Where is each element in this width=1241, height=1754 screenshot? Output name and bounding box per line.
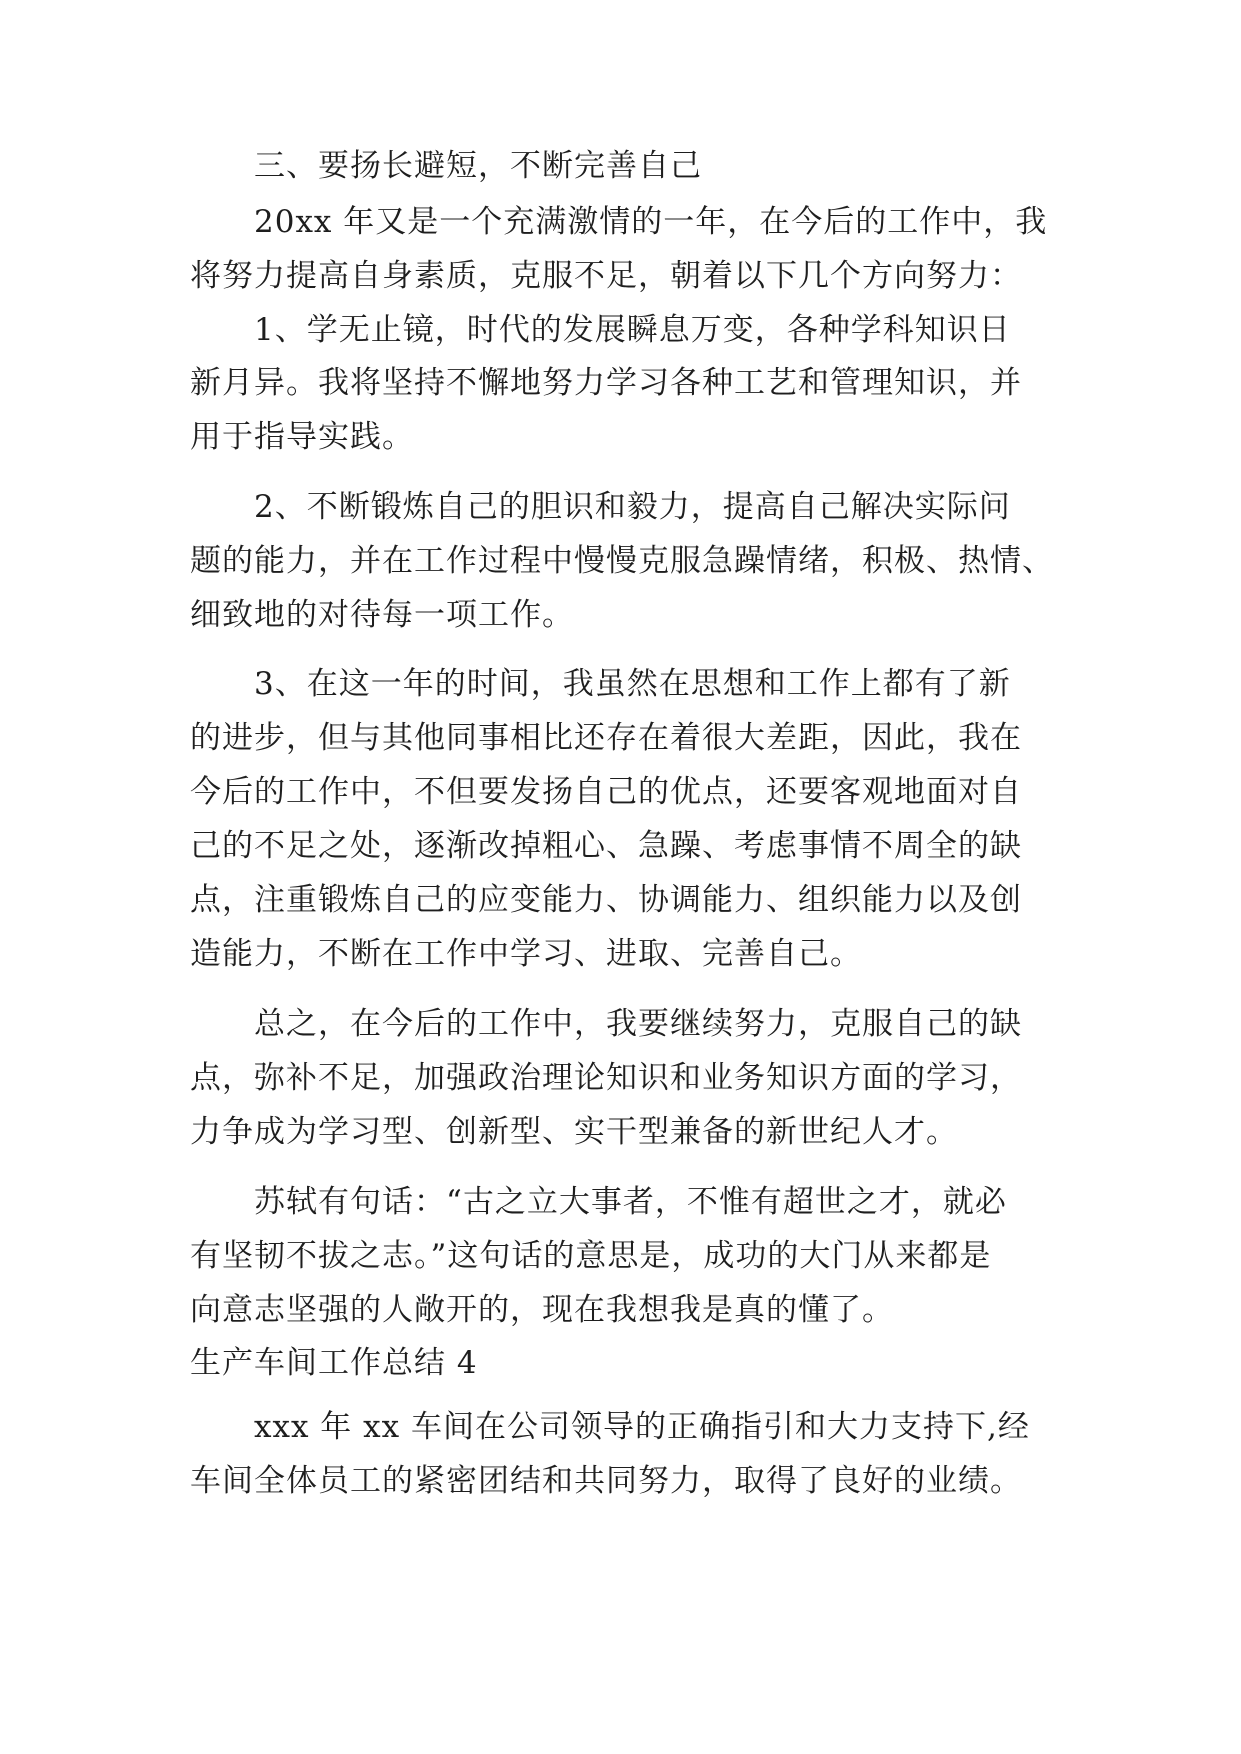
paragraph-line: 题的能力，并在工作过程中慢慢克服急躁情绪，积极、热情、 bbox=[190, 543, 1054, 579]
paragraph-line: 点，注重锻炼自己的应变能力、协调能力、组织能力以及创 bbox=[190, 882, 1022, 918]
paragraph-line: 细致地的对待每一项工作。 bbox=[190, 597, 574, 633]
paragraph-line: 力争成为学习型、创新型、实干型兼备的新世纪人才。 bbox=[190, 1114, 958, 1150]
paragraph-line: xxx 年 xx 车间在公司领导的正确指引和大力支持下,经 bbox=[254, 1409, 1030, 1445]
paragraph-line: 己的不足之处，逐渐改掉粗心、急躁、考虑事情不周全的缺 bbox=[190, 828, 1022, 864]
paragraph-line: 总之，在今后的工作中，我要继续努力，克服自己的缺 bbox=[254, 1006, 1022, 1042]
paragraph-line: 的进步，但与其他同事相比还存在着很大差距，因此，我在 bbox=[190, 720, 1022, 756]
paragraph-line: 有坚韧不拔之志。”这句话的意思是，成功的大门从来都是 bbox=[190, 1238, 992, 1274]
paragraph-line: 将努力提高自身素质，克服不足，朝着以下几个方向努力： bbox=[190, 258, 1022, 294]
paragraph-line: 2、不断锻炼自己的胆识和毅力，提高自己解决实际问 bbox=[254, 489, 1011, 525]
paragraph-line: 1、学无止镜，时代的发展瞬息万变，各种学科知识日 bbox=[254, 312, 1011, 348]
paragraph-line: 20xx 年又是一个充满激情的一年，在今后的工作中，我 bbox=[254, 204, 1048, 240]
section-heading: 三、要扬长避短，不断完善自己 bbox=[254, 148, 702, 184]
paragraph-line: 向意志坚强的人敞开的，现在我想我是真的懂了。 bbox=[190, 1292, 894, 1328]
article-title: 生产车间工作总结 4 bbox=[190, 1345, 478, 1381]
paragraph-line: 用于指导实践。 bbox=[190, 419, 414, 455]
paragraph-line: 造能力，不断在工作中学习、进取、完善自己。 bbox=[190, 936, 862, 972]
paragraph-line: 苏轼有句话：“古之立大事者，不惟有超世之才，就必 bbox=[254, 1184, 1007, 1220]
paragraph-line: 今后的工作中，不但要发扬自己的优点，还要客观地面对自 bbox=[190, 774, 1022, 810]
paragraph-line: 车间全体员工的紧密团结和共同努力，取得了良好的业绩。 bbox=[190, 1463, 1022, 1499]
paragraph-line: 3、在这一年的时间，我虽然在思想和工作上都有了新 bbox=[254, 666, 1011, 702]
paragraph-line: 点，弥补不足，加强政治理论知识和业务知识方面的学习， bbox=[190, 1060, 1022, 1096]
paragraph-line: 新月异。我将坚持不懈地努力学习各种工艺和管理知识，并 bbox=[190, 365, 1022, 401]
